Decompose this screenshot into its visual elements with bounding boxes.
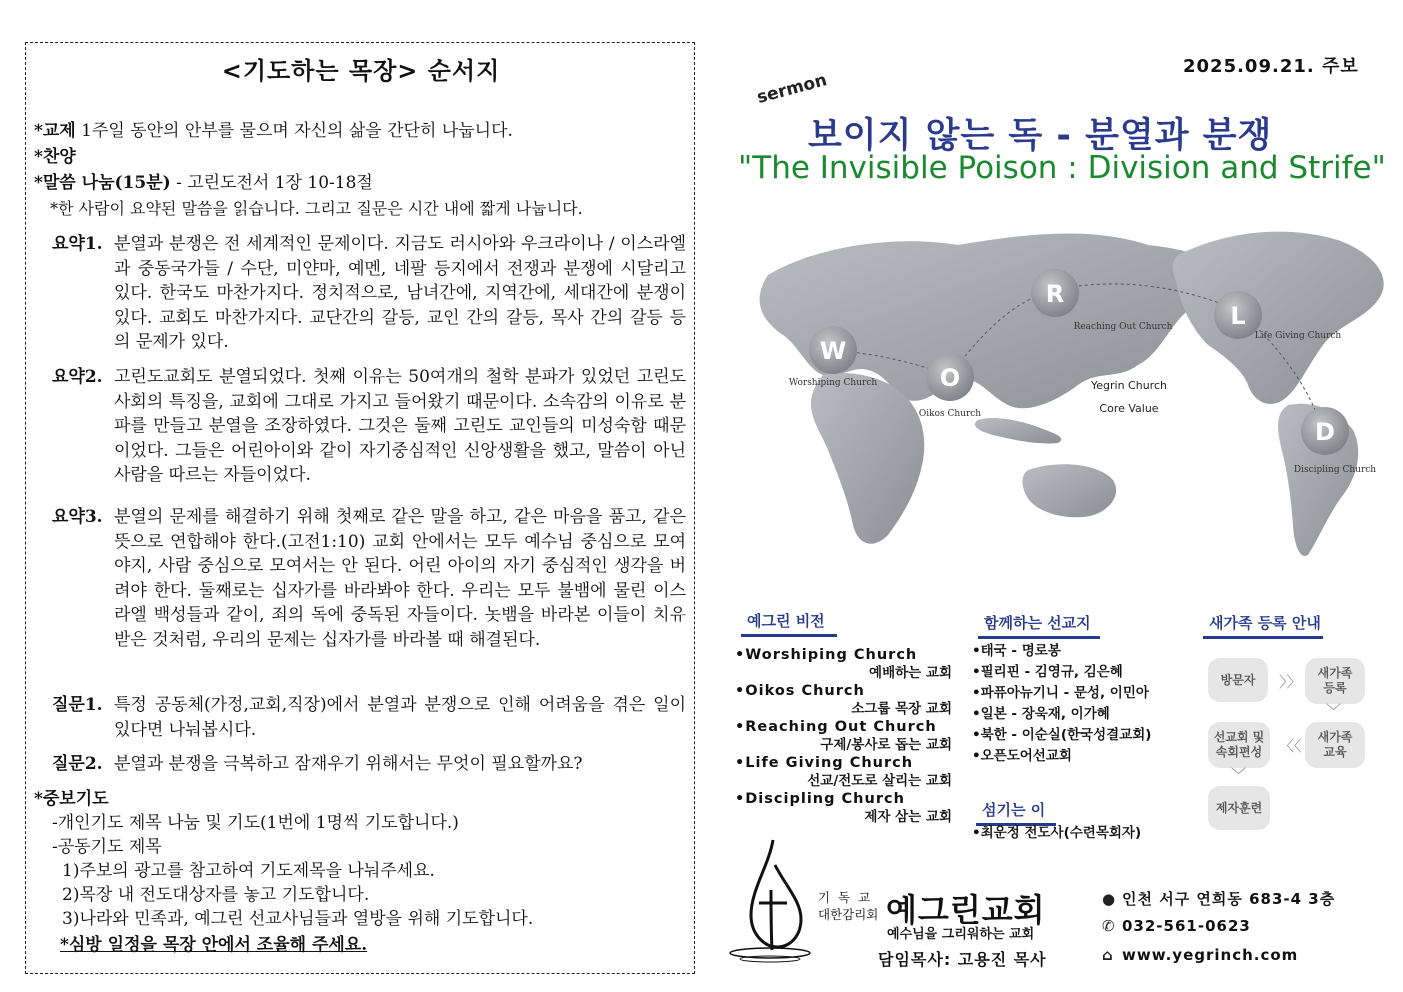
mission-item-6: •오픈도어선교회 (972, 748, 1072, 764)
word-text: - 고린도전서 1장 10-18절 (170, 173, 373, 193)
prayer-line-3: 1)주보의 광고를 참고하여 기도제목을 나눠주세요. (62, 861, 435, 881)
prayer-line-5: 3)나라와 민족과, 예그린 선교사님들과 열방을 위해 기도합니다. (62, 909, 534, 929)
missions-heading: 함께하는 선교지 (978, 612, 1100, 639)
reg-step-missions: 선교회 및 속회편성 (1208, 722, 1270, 768)
pin-r-caption: Reaching Out Church (1073, 322, 1173, 332)
senior-pastor: 담임목사: 고용진 목사 (878, 950, 1047, 969)
pin-l-letter: L (1230, 302, 1246, 330)
summary-3-label: 요약3. (52, 507, 103, 527)
reg-arrow-down-1: ﹀ (1326, 702, 1342, 720)
home-icon: ⌂ (1102, 946, 1114, 964)
church-slogan: 예수님을 그리워하는 교회 (887, 927, 1035, 942)
website-text[interactable]: www.yegrinch.com (1122, 946, 1299, 964)
land-africa (811, 373, 924, 544)
summary-1-text: 분열과 분쟁은 전 세계적인 문제이다. 지금도 러시아와 우크라이나 / 이스라엘과 중동국가들 / 수단, 미얀마, 예멘, 네팔 등지에서 전쟁과 분쟁에 시달리고 있다. 한국도 마찬가지다. 정치적으로, 남녀간에, 지역간에, 세대간에 분쟁이 있다. 교회도 마찬가지다. 교단간의 갈등, 교인 간의 갈등, 목사 간의 갈등 등의 문제가 있다. (114, 234, 686, 353)
registration-heading: 새가족 등록 안내 (1203, 612, 1323, 639)
servers-heading: 섬기는 이 (976, 799, 1056, 826)
reg-step-register: 새가족 등록 (1305, 658, 1365, 704)
summary-2-text: 고린도교회도 분열되었다. 첫째 이유는 50여개의 철학 분파가 있었던 고린도 사회의 특징을, 교회에 그대로 가지고 들어왔기 때문이다. 소속감의 이유로 분파를 만들고 분열을 조장하였다. 그것은 둘째 고린도 교인들의 미성숙함 때문이었다. 그들은 어린아이와 같이 자기중심적인 신앙생활을 했고, 말씀이 아닌 사람을 따르는 자들이었다. (114, 367, 686, 486)
church-name: 예그린교회 (886, 891, 1046, 929)
vision-item-4-ko: 선교/전도로 살리는 교회 (807, 773, 952, 789)
word-note: *한 사람이 요약된 말씀을 읽습니다. 그리고 질문은 시간 내에 짧게 나눕니다. (50, 199, 583, 218)
reg-arrow-left: 〈〈 (1279, 737, 1302, 755)
pin-d-letter: D (1315, 418, 1335, 446)
pin-d-caption: Discipling Church (1293, 465, 1377, 475)
summary-2-label: 요약2. (52, 367, 103, 387)
pin-w-letter: W (819, 337, 847, 365)
reg-arrow-down-2: ﹀ (1231, 766, 1247, 784)
prayer-title-text: *중보기도 (34, 789, 109, 809)
phone-icon: ✆ (1102, 917, 1116, 935)
address-line (1102, 888, 1335, 909)
world-map-image (728, 205, 1398, 565)
phone-text: 032-561-0623 (1122, 917, 1251, 935)
vision-item-4: •Life Giving Church (735, 755, 914, 771)
pin-l-caption: Life Giving Church (1254, 331, 1342, 341)
word-line (34, 171, 373, 195)
vision-item-3-ko: 구제/봉사로 돕는 교회 (820, 737, 952, 753)
word-label: *말씀 나눔(15분) (34, 173, 171, 193)
mission-item-4: •일본 - 장욱재, 이가혜 (972, 706, 1110, 722)
sermon-tag: sermon (754, 70, 830, 108)
pin-r-letter: R (1045, 280, 1065, 308)
phone-line (1102, 917, 1251, 935)
fellowship-label: *교제 (34, 121, 76, 141)
vision-item-3: •Reaching Out Church (735, 719, 937, 735)
question-2-text: 분열과 분쟁을 극복하고 잠재우기 위해서는 무엇이 필요할까요? (114, 754, 583, 774)
sermon-title-korean: 보이지 않는 독 - 분열과 분쟁 (808, 116, 1273, 156)
praise-label: *찬양 (34, 147, 76, 167)
mission-item-1: •태국 - 명로봉 (972, 643, 1061, 659)
prayer-title (34, 787, 109, 811)
fellowship-line (34, 119, 513, 143)
reg-step-disciple: 제자훈련 (1208, 786, 1270, 830)
mission-item-5: •북한 - 이순실(한국성결교회) (972, 727, 1152, 743)
vision-item-2-ko: 소그룹 목장 교회 (851, 701, 952, 717)
website-line[interactable] (1102, 946, 1298, 964)
vision-heading: 예그린 비전 (741, 610, 837, 637)
pin-d (1294, 407, 1376, 475)
fellowship-text: 1주일 동안의 안부를 물으며 자신의 삶을 간단히 나눕니다. (75, 121, 513, 141)
bulletin-date: 2025.09.21. 주보 (1183, 56, 1359, 77)
mission-item-2: •필리핀 - 김영규, 김은혜 (972, 664, 1123, 680)
order-sheet-panel (25, 42, 695, 974)
vision-item-5: •Discipling Church (735, 791, 905, 807)
map-center-line-1: Yegrin Church (1091, 379, 1167, 392)
land-north-america (1173, 232, 1384, 404)
land-islands (975, 418, 1061, 443)
summary-1-label: 요약1. (52, 234, 103, 254)
summary-3-text: 분열의 문제를 해결하기 위해 첫째로 같은 말을 하고, 같은 마음을 품고, 같은 뜻으로 연합해야 한다.(고전1:10) 교회 안에서는 모두 예수님 중심으로 모여야지, 사람 중심으로 모여서는 안 된다. 어린 아이의 자기 중심적인 생각을 버려야 한다. 둘째로는 십자가를 바라봐야 한다. 우리는 모두 불뱀에 물린 이스라엘 백성들과 같이, 죄의 독에 중독된 자들이다. 놋뱀을 바라본 이들이 치유 받은 것처럼, 우리의 문제는 십자가를 바라볼 때 해결된다. (114, 507, 686, 650)
pin-o-caption: Oikos Church (918, 409, 982, 419)
vision-item-1: •Worshiping Church (735, 647, 918, 663)
order-sheet-title: <기도하는 목장> 순서지 (221, 57, 501, 85)
address-text: 인천 서구 연희동 683-4 3층 (1122, 890, 1336, 908)
reg-arrow-right: 〉〉 (1279, 673, 1302, 691)
prayer-line-4: 2)목장 내 전도대상자를 놓고 기도합니다. (62, 885, 370, 905)
prayer-line-1: -개인기도 제목 나눔 및 기도(1번에 1명씩 기도합니다.) (52, 813, 459, 833)
vision-item-5-ko: 제자 삼는 교회 (864, 809, 952, 825)
church-logo-icon (725, 835, 815, 965)
pin-o-letter: O (939, 364, 961, 392)
pin-w-caption: Worshiping Church (788, 378, 878, 388)
sermon-title-english: "The Invisible Poison : Division and Strife" (738, 150, 1386, 186)
server-item-1: •최운정 전도사(수련목회자) (972, 825, 1142, 841)
land-australia (1022, 464, 1116, 517)
praise-line (34, 145, 76, 169)
vision-item-1-ko: 예배하는 교회 (869, 665, 952, 681)
denomination-line-1: 기 독 교 (818, 890, 873, 905)
question-2-label: 질문2. (52, 754, 103, 774)
reg-step-education: 새가족 교육 (1305, 722, 1365, 768)
question-1-text: 특정 공동체(가정,교회,직장)에서 분열과 분쟁으로 인해 어려움을 겪은 일이 있다면 나눠봅시다. (114, 695, 686, 740)
vision-item-2: •Oikos Church (735, 683, 865, 699)
location-pin-icon: ● (1102, 890, 1117, 908)
visit-schedule-note: *심방 일정을 목장 안에서 조율해 주세요. (60, 935, 368, 955)
map-center-line-2: Core Value (1099, 402, 1159, 415)
question-1-label: 질문1. (52, 695, 103, 715)
denomination-line-2: 대한감리회 (818, 907, 879, 922)
prayer-line-2: -공동기도 제목 (52, 837, 162, 857)
reg-step-visitor: 방문자 (1208, 658, 1268, 702)
mission-item-3: •파퓨아뉴기니 - 문성, 이민아 (972, 685, 1149, 701)
